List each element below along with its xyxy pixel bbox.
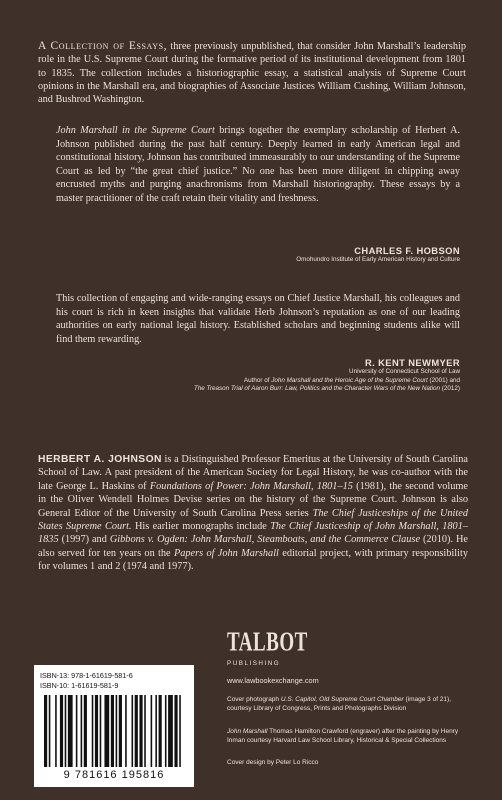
barcode-bar: [111, 695, 114, 767]
newmyer-affiliation-2: Author of John Marshall and the Heroic Age of the Supreme Court (2001) and: [243, 376, 460, 384]
barcode-bar: [179, 695, 181, 767]
author-name: HERBERT A. JOHNSON: [38, 454, 162, 465]
barcode-bar: [104, 695, 109, 767]
portrait-credit: John Marshall Thomas Hamilton Crawford (engraver) after the painting by Henry Inman courtesy Harvard Law School Library, Historical & Special Collections: [227, 728, 459, 745]
barcode-bar: [44, 695, 47, 767]
barcode-bar: [55, 695, 57, 767]
logo-main-text: TALBOT: [227, 627, 308, 658]
isbn-13: ISBN-13: 978-1-61619-581-6: [40, 671, 133, 680]
intro-text: three previously unpublished, that consider John Marshall’s leadership role in the U.S. Supreme Court during the formative period of its institutional development from 1801 to 1835. The collection includes a historiographic essay, a statistical analysis of Supreme Court opinions in the Marshall era, and biographies of Associate Justices William Cushing, William Johnson, and Bushrod Washington.: [38, 41, 466, 106]
intro-lead: A Collection of Essays,: [38, 40, 168, 52]
barcode-bars-icon: [44, 695, 184, 767]
barcode-bar: [116, 695, 118, 767]
hobson-blurb: [56, 124, 460, 206]
barcode-bar: [159, 695, 162, 767]
design-credit: Cover design by Peter Lo Ricco: [227, 759, 319, 766]
barcode-bar: [76, 695, 78, 767]
newmyer-name: R. KENT NEWMYER: [364, 357, 460, 368]
barcode-bar: [84, 695, 87, 767]
photo-credit: Cover photograph U.S. Capitol, Old Supreme Court Chamber (image 3 of 21), courtesy Library of Congress, Prints and Photographs Division: [227, 696, 451, 713]
barcode-bar: [125, 695, 127, 767]
hobson-blurb-text: brings together the exemplary scholarship of Herbert A. Johnson published during the past half century. Deeply learned in early American legal and constitutional history, Johnson has contributed immeasurably to our understanding of the Supreme Court as led by “the great chief justice.” No one has been more diligent in chipping away encrusted myths and purging anachronisms from Marshall historiography. These essays by a master practitioner of the craft retain their vitality and freshness.: [56, 125, 461, 204]
barcode-bar: [174, 695, 177, 767]
newmyer-blurb: This collection of engaging and wide-ranging essays on Chief Justice Marshall, his colleagues and his court is rich in keen insights that validate Herb Johnson’s reputation as one of our leading authorities on early national legal history. Established scholars and beginning students alike will find them rewarding.: [56, 293, 460, 345]
barcode-number: 9 781616 195816: [63, 769, 165, 781]
newmyer-affiliation-1: University of Connecticut School of Law: [349, 368, 460, 375]
barcode-bar: [119, 695, 122, 767]
barcode-bar: [151, 695, 153, 767]
talbot-publishing-logo: [227, 627, 308, 667]
barcode-bar: [95, 695, 98, 767]
barcode-bar: [168, 695, 173, 767]
barcode-bar: [65, 695, 67, 767]
blurb-book-title: John Marshall in the Supreme Court: [56, 125, 215, 136]
logo-sub-text: PUBLISHING: [227, 660, 281, 667]
hobson-attribution: [296, 245, 460, 265]
hobson-affiliation: Omohundro Institute of Early American History and Culture: [296, 256, 460, 263]
barcode-bar: [165, 695, 167, 767]
barcode-bar: [100, 695, 102, 767]
barcode-bar: [60, 695, 63, 767]
isbn-barcode-block: [34, 665, 194, 787]
barcode-bar: [68, 695, 73, 767]
barcode-bar: [132, 695, 134, 767]
hobson-name: CHARLES F. HOBSON: [354, 245, 460, 256]
newmyer-affiliation-3: The Treason Trial of Aaron Burr: Law, Politics and the Character Wars of the New Nation (2012): [193, 385, 460, 393]
isbn-10: ISBN-10: 1-61619-581-9: [40, 681, 119, 690]
barcode-bar: [81, 695, 83, 767]
barcode-bar: [49, 695, 51, 767]
barcode-bar: [135, 695, 138, 767]
author-bio: HERBERT A. JOHNSON is a Distinguished Professor Emeritus at the University of South Carolina School of Law. A past president of the American Society for Legal History, he was co-author with the late George L. Haskins of Foundations of Power: John Marshall, 1801–15 (1981), the second volume in the Oliver Wendell Holmes Devise series on the history of the Supreme Court. Johnson is also General Editor of the University of South Carolina Press series The Chief Justiceships of the United States Supreme Court. His earlier monographs include The Chief Justiceship of John Marshall, 1801–1835 (1997) and Gibbons v. Ogden: John Marshall, Steamboats, and the Commerce Clause (2010). He also served for ten years on the Papers of John Marshall editorial project, with primary responsibility for volumes 1 and 2 (1974 and 1977).: [38, 454, 469, 573]
newmyer-attribution: [194, 357, 460, 394]
intro-paragraph: [38, 40, 466, 106]
publisher-url: www.lawbookexchange.com: [227, 676, 319, 685]
barcode-bar: [92, 695, 94, 767]
barcode-bar: [139, 695, 142, 767]
barcode-bar: [144, 695, 146, 767]
barcode-bar: [155, 695, 157, 767]
